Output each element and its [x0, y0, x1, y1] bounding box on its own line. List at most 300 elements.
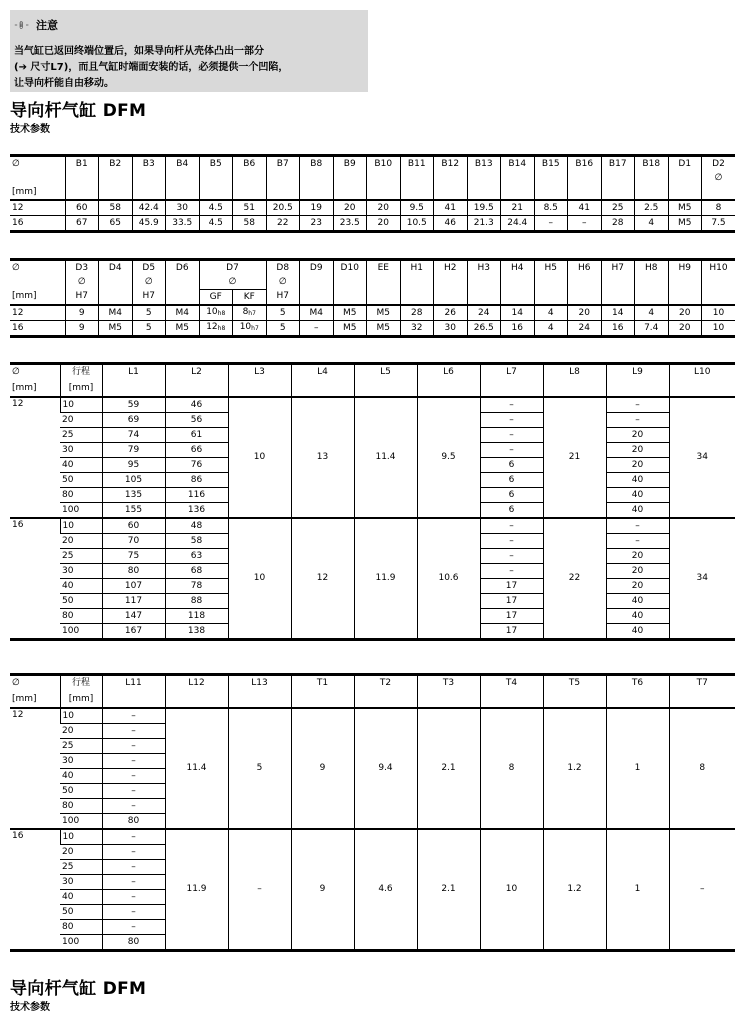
header-cell — [601, 185, 635, 200]
table-cell: – — [102, 799, 165, 814]
header-cell — [434, 275, 468, 290]
header-cell — [291, 691, 354, 708]
table-cell: M5 — [668, 200, 702, 216]
table-cell: 147 — [102, 609, 165, 624]
table-cell: M4 — [99, 305, 133, 321]
merged-cell: 4.6 — [354, 829, 417, 951]
table-cell: 40 — [606, 609, 669, 624]
header-cell — [367, 290, 401, 306]
table-cell: 58 — [233, 216, 267, 232]
table-cell: – — [480, 518, 543, 534]
table-cell: 40 — [606, 624, 669, 640]
table-row — [10, 321, 735, 337]
table-cell: 41 — [434, 200, 468, 216]
table-cell: – — [102, 905, 165, 920]
column-header: D9 — [300, 260, 334, 276]
header-cell — [99, 185, 133, 200]
stroke-cell: 50 — [60, 594, 102, 609]
table-cell: 42.4 — [132, 200, 166, 216]
column-header: L4 — [291, 364, 354, 381]
table-cell: 40 — [606, 488, 669, 503]
header-cell — [333, 171, 367, 185]
header-row — [10, 675, 735, 692]
merged-cell: – — [669, 829, 735, 951]
header-cell — [467, 185, 501, 200]
column-header: ∅ — [10, 156, 65, 172]
table-cell: 20 — [606, 458, 669, 473]
header-cell — [534, 185, 568, 200]
column-header: D5 — [132, 260, 166, 276]
table-cell: 20 — [333, 200, 367, 216]
table-cell: M5 — [99, 321, 133, 337]
column-header: T1 — [291, 675, 354, 692]
stroke-cell: 40 — [60, 458, 102, 473]
header-cell — [702, 185, 736, 200]
header-cell — [400, 171, 434, 185]
column-header: L2 — [165, 364, 228, 381]
header-cell — [568, 275, 602, 290]
column-header: D10 — [333, 260, 367, 276]
table-cell: 76 — [165, 458, 228, 473]
kf-cell-tolerance: h7 — [251, 325, 259, 332]
stroke-cell: 30 — [60, 754, 102, 769]
table-cell: 9 — [65, 321, 99, 337]
table-cell: 80 — [102, 814, 165, 830]
merged-cell: 11.9 — [354, 518, 417, 640]
table-cell: 6 — [480, 488, 543, 503]
stroke-cell: 25 — [60, 739, 102, 754]
merged-cell: 22 — [543, 518, 606, 640]
header-cell — [434, 185, 468, 200]
table-row — [10, 216, 735, 232]
merged-cell: 34 — [669, 518, 735, 640]
header-cell — [102, 691, 165, 708]
header-cell — [417, 380, 480, 397]
merged-cell: 10 — [228, 397, 291, 518]
header-cell — [606, 691, 669, 708]
table-cell: 40 — [606, 503, 669, 519]
header-cell — [635, 290, 669, 306]
table-l11-t-dimensions — [10, 673, 735, 952]
table-cell: 12 — [10, 305, 65, 321]
table-cell: 6 — [480, 503, 543, 519]
header-cell — [99, 275, 133, 290]
header-cell — [333, 185, 367, 200]
table-cell: 80 — [102, 564, 165, 579]
gf-cell-tolerance: h8 — [217, 310, 226, 317]
table-cell: 78 — [165, 579, 228, 594]
header-cell — [606, 380, 669, 397]
merged-cell: 9 — [291, 829, 354, 951]
table-cell: 20 — [668, 321, 702, 337]
table-cell: – — [102, 754, 165, 769]
table-row — [10, 305, 735, 321]
header-row — [10, 290, 735, 306]
header-cell — [166, 290, 200, 306]
kf-cell — [233, 321, 267, 337]
table-cell: 7.4 — [635, 321, 669, 337]
table-cell: 86 — [165, 473, 228, 488]
table-cell: 20 — [367, 200, 401, 216]
column-header: B1 — [65, 156, 99, 172]
stroke-cell: 80 — [60, 488, 102, 503]
table-cell: – — [606, 534, 669, 549]
column-header: H4 — [501, 260, 535, 276]
merged-cell: 1 — [606, 708, 669, 829]
column-header: B11 — [400, 156, 434, 172]
table-cell: 20 — [606, 443, 669, 458]
stroke-cell: 100 — [60, 814, 102, 830]
table-cell: 10.5 — [400, 216, 434, 232]
table-cell: M5 — [333, 321, 367, 337]
bore-size: 12 — [10, 397, 60, 518]
table-row — [10, 708, 735, 724]
table-cell: 23.5 — [333, 216, 367, 232]
header-cell — [669, 691, 735, 708]
merged-cell: 8 — [669, 708, 735, 829]
table-cell: – — [102, 875, 165, 890]
table-cell: 21 — [501, 200, 535, 216]
table-cell: – — [606, 413, 669, 428]
column-header: H2 — [434, 260, 468, 276]
column-header: T5 — [543, 675, 606, 692]
table-cell: 105 — [102, 473, 165, 488]
table-cell: 17 — [480, 609, 543, 624]
merged-cell: 12 — [291, 518, 354, 640]
table-cell: 41 — [568, 200, 602, 216]
header-cell — [702, 275, 736, 290]
table-cell: 74 — [102, 428, 165, 443]
table-cell: 116 — [165, 488, 228, 503]
stroke-cell: 25 — [60, 549, 102, 564]
merged-cell: 5 — [228, 708, 291, 829]
table-row — [10, 200, 735, 216]
column-header: D3 — [65, 260, 99, 276]
table-cell: 65 — [99, 216, 133, 232]
table-cell: 2.5 — [635, 200, 669, 216]
stroke-cell: 40 — [60, 890, 102, 905]
header-cell — [400, 290, 434, 306]
table-cell: 14 — [501, 305, 535, 321]
table-cell: 9 — [65, 305, 99, 321]
stroke-cell: 40 — [60, 769, 102, 784]
table-cell: – — [300, 321, 334, 337]
header-row — [10, 156, 735, 172]
table-cell: 58 — [165, 534, 228, 549]
column-header: D6 — [166, 260, 200, 276]
unit-label: [mm] — [60, 691, 102, 708]
column-header: L11 — [102, 675, 165, 692]
table-cell: – — [102, 708, 165, 724]
table-cell: 20 — [568, 305, 602, 321]
merged-cell: 1.2 — [543, 829, 606, 951]
table-cell: 66 — [165, 443, 228, 458]
note-heading: 注意 — [36, 19, 58, 32]
table-cell: 51 — [233, 200, 267, 216]
header-cell — [233, 185, 267, 200]
column-header: B12 — [434, 156, 468, 172]
column-header: B13 — [467, 156, 501, 172]
header-cell — [601, 171, 635, 185]
header-cell — [300, 171, 334, 185]
table-cell: 45.9 — [132, 216, 166, 232]
stroke-cell: 50 — [60, 784, 102, 799]
gf-cell — [199, 321, 233, 337]
table-cell: M5 — [166, 321, 200, 337]
header-cell — [400, 275, 434, 290]
header-cell: ∅ — [266, 275, 300, 290]
table-cell: 4 — [534, 305, 568, 321]
kf-cell-value: 10 — [239, 322, 252, 332]
table-cell: M5 — [668, 216, 702, 232]
column-header: 行程 — [60, 364, 102, 381]
table-cell: 24 — [467, 305, 501, 321]
table-cell: 6 — [480, 458, 543, 473]
header-cell — [635, 171, 669, 185]
header-cell — [291, 380, 354, 397]
table-cell: 95 — [102, 458, 165, 473]
header-cell — [534, 275, 568, 290]
table-cell: 46 — [434, 216, 468, 232]
table-cell: 25 — [601, 200, 635, 216]
header-cell — [367, 275, 401, 290]
header-cell — [467, 275, 501, 290]
stroke-cell: 20 — [60, 845, 102, 860]
table-cell: 5 — [132, 305, 166, 321]
header-cell — [233, 171, 267, 185]
kf-cell-value: 8 — [242, 307, 249, 317]
stroke-cell: 80 — [60, 799, 102, 814]
stroke-cell: 100 — [60, 935, 102, 951]
stroke-cell: 25 — [60, 860, 102, 875]
header-cell — [543, 380, 606, 397]
stroke-cell: 50 — [60, 905, 102, 920]
column-header: B7 — [266, 156, 300, 172]
note-box — [10, 10, 368, 92]
table-cell: 67 — [65, 216, 99, 232]
table-cell: 20 — [606, 564, 669, 579]
table-cell: – — [534, 216, 568, 232]
header-row — [10, 185, 735, 200]
header-cell — [165, 380, 228, 397]
column-header: H7 — [601, 260, 635, 276]
table-cell: – — [480, 428, 543, 443]
note-line-3: 让导向杆能自由移动。 — [14, 78, 114, 89]
table-cell: 48 — [165, 518, 228, 534]
merged-cell: 34 — [669, 397, 735, 518]
column-header: ∅ — [10, 260, 65, 276]
header-cell — [480, 380, 543, 397]
header-cell — [668, 171, 702, 185]
kf-header: KF — [233, 290, 267, 306]
column-header: H9 — [668, 260, 702, 276]
table-cell: 20 — [367, 216, 401, 232]
table-cell: – — [102, 829, 165, 845]
header-cell — [10, 171, 65, 185]
header-cell — [434, 171, 468, 185]
column-header: ∅ — [10, 364, 60, 381]
merged-cell: 11.9 — [165, 829, 228, 951]
header-cell: H7 — [266, 290, 300, 306]
column-header: D7 — [199, 260, 266, 276]
table-cell: 4.5 — [199, 216, 233, 232]
merged-cell: 2.1 — [417, 708, 480, 829]
table-l-dimensions — [10, 362, 735, 641]
spring-icon — [14, 15, 30, 35]
table-cell: 32 — [400, 321, 434, 337]
stroke-cell: 20 — [60, 724, 102, 739]
table-cell: 26.5 — [467, 321, 501, 337]
header-cell — [165, 691, 228, 708]
table-cell: 40 — [606, 473, 669, 488]
unit-label: [mm] — [10, 380, 60, 397]
header-cell — [635, 275, 669, 290]
table-cell: – — [568, 216, 602, 232]
table-cell: 24.4 — [501, 216, 535, 232]
table-cell: – — [480, 397, 543, 413]
column-header: ∅ — [10, 675, 60, 692]
note-line-2: (➔ 尺寸L7)，而且气缸时端面安装的话，必须提供一个凹陷， — [14, 62, 289, 73]
unit-label: [mm] — [10, 290, 65, 306]
merged-cell: 8 — [480, 708, 543, 829]
header-cell — [534, 171, 568, 185]
header-cell — [99, 290, 133, 306]
header-cell — [601, 275, 635, 290]
header-cell — [132, 171, 166, 185]
merged-cell: 10 — [228, 518, 291, 640]
column-header: T7 — [669, 675, 735, 692]
table-cell: 17 — [480, 594, 543, 609]
header-cell — [501, 171, 535, 185]
gf-header: GF — [199, 290, 233, 306]
header-cell — [543, 691, 606, 708]
table-cell: 68 — [165, 564, 228, 579]
merged-cell: 1.2 — [543, 708, 606, 829]
merged-cell: 11.4 — [354, 397, 417, 518]
gf-cell-value: 10 — [206, 307, 218, 317]
table-cell: – — [102, 845, 165, 860]
header-cell — [601, 290, 635, 306]
table-cell: 63 — [165, 549, 228, 564]
table-cell: 24 — [568, 321, 602, 337]
stroke-cell: 30 — [60, 564, 102, 579]
table-cell: – — [102, 739, 165, 754]
header-cell — [266, 185, 300, 200]
header-cell — [400, 185, 434, 200]
unit-label: [mm] — [60, 380, 102, 397]
table-cell: 79 — [102, 443, 165, 458]
table-cell: – — [480, 413, 543, 428]
table-b-dimensions — [10, 154, 735, 233]
header-cell — [199, 171, 233, 185]
merged-cell: 1 — [606, 829, 669, 951]
merged-cell: 10 — [480, 829, 543, 951]
table-cell: 28 — [601, 216, 635, 232]
table-cell: M4 — [300, 305, 334, 321]
table-cell: – — [102, 724, 165, 739]
header-cell — [501, 290, 535, 306]
table-cell: 58 — [99, 200, 133, 216]
table-cell: 20 — [606, 549, 669, 564]
table-cell: 135 — [102, 488, 165, 503]
header-cell — [467, 171, 501, 185]
header-cell — [102, 380, 165, 397]
table-cell: M4 — [166, 305, 200, 321]
kf-cell — [233, 305, 267, 321]
bore-size: 16 — [10, 518, 60, 640]
note-header — [14, 14, 58, 36]
table-cell: 9.5 — [400, 200, 434, 216]
header-cell — [568, 185, 602, 200]
header-cell — [534, 290, 568, 306]
table-cell: – — [480, 443, 543, 458]
table-cell: 16 — [10, 216, 65, 232]
table-cell: – — [480, 564, 543, 579]
column-header: B15 — [534, 156, 568, 172]
column-header: B17 — [601, 156, 635, 172]
header-cell: H7 — [132, 290, 166, 306]
header-cell — [635, 185, 669, 200]
stroke-cell: 25 — [60, 428, 102, 443]
gf-cell — [199, 305, 233, 321]
table-cell: 12 — [10, 200, 65, 216]
table-cell: 6 — [480, 473, 543, 488]
table-cell: 10 — [702, 321, 736, 337]
column-header: H10 — [702, 260, 736, 276]
header-cell — [668, 185, 702, 200]
table-cell: – — [606, 397, 669, 413]
column-header: B4 — [166, 156, 200, 172]
column-header: B5 — [199, 156, 233, 172]
table-cell: 75 — [102, 549, 165, 564]
header-cell: ∅ — [199, 275, 266, 290]
column-header: T4 — [480, 675, 543, 692]
stroke-cell: 20 — [60, 534, 102, 549]
table-cell: 167 — [102, 624, 165, 640]
header-cell — [132, 185, 166, 200]
table-cell: 4 — [635, 305, 669, 321]
table-cell: M5 — [333, 305, 367, 321]
column-header: L12 — [165, 675, 228, 692]
bore-size: 12 — [10, 708, 60, 829]
column-header: L7 — [480, 364, 543, 381]
column-header: T6 — [606, 675, 669, 692]
column-header: H5 — [534, 260, 568, 276]
kf-cell-tolerance: h7 — [248, 310, 256, 317]
table-cell: – — [102, 784, 165, 799]
header-cell — [568, 171, 602, 185]
table-cell: 28 — [400, 305, 434, 321]
table-row — [10, 518, 735, 534]
header-cell: H7 — [65, 290, 99, 306]
page-subtitle: 技术参数 — [10, 124, 50, 135]
table-cell: 60 — [102, 518, 165, 534]
column-header: H6 — [568, 260, 602, 276]
column-header: B6 — [233, 156, 267, 172]
header-cell — [228, 380, 291, 397]
table-cell: – — [102, 860, 165, 875]
header-cell — [266, 171, 300, 185]
header-cell — [199, 185, 233, 200]
table-cell: 8 — [702, 200, 736, 216]
header-cell — [668, 275, 702, 290]
stroke-cell: 30 — [60, 443, 102, 458]
table-cell: 88 — [165, 594, 228, 609]
header-cell — [166, 185, 200, 200]
header-cell — [300, 290, 334, 306]
column-header: L8 — [543, 364, 606, 381]
table-cell: 4 — [635, 216, 669, 232]
